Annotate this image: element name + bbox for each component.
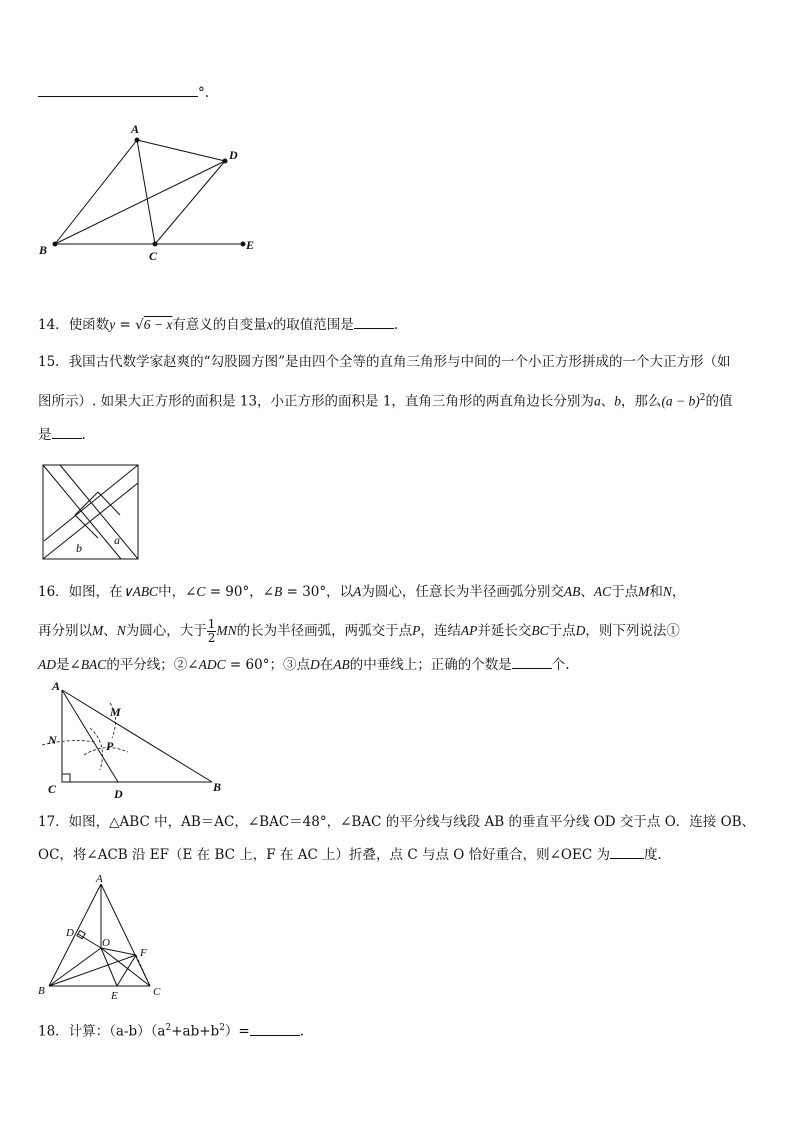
label-M: M xyxy=(110,705,121,719)
q14-num: 14． xyxy=(38,317,69,333)
label-B: B xyxy=(39,243,48,257)
q16-AB: AB xyxy=(333,657,350,672)
q14-var: x xyxy=(266,317,273,332)
q16-tri: ∨ABC xyxy=(122,584,159,599)
q16-A: A xyxy=(353,584,362,599)
q16-text: 16．如图，在 xyxy=(38,584,123,600)
q16-BC: BC xyxy=(531,623,549,638)
var-b: b xyxy=(614,393,621,409)
q16-text: 为圆心，任意长为半径画弧分别交 xyxy=(361,584,564,600)
q16-N: N xyxy=(116,623,126,638)
q16-text: 中，∠ xyxy=(158,584,197,600)
q16-ADC: ADC xyxy=(198,657,226,672)
q16-text: 再分别以 xyxy=(38,623,92,639)
q16-text: 是∠ xyxy=(56,657,81,673)
label-N: N xyxy=(48,733,57,747)
label-E: E xyxy=(111,990,118,1002)
q16-C: C xyxy=(196,584,206,599)
label-F: F xyxy=(140,947,147,959)
q14-radicand: 6 − x xyxy=(143,317,173,332)
q16-M: M xyxy=(92,623,104,638)
q18-sup: 2 xyxy=(165,1023,172,1033)
q16-AP: AP xyxy=(460,623,478,638)
q18-text: ）= xyxy=(224,1023,250,1040)
q16-text: ， xyxy=(671,584,686,600)
q16-AC: AC xyxy=(593,584,612,599)
label-A: A xyxy=(52,679,61,693)
q16-MN: MN xyxy=(216,623,237,638)
q16-text: ，则下列说法① xyxy=(585,623,680,639)
label-A: A xyxy=(131,122,140,136)
q16-text: 于点 xyxy=(611,584,639,600)
label-E: E xyxy=(246,238,255,252)
radical-sign: √ xyxy=(135,317,144,333)
q16-text: 个. xyxy=(551,657,570,673)
q16-text: 并延长交 xyxy=(477,623,532,639)
q16-text: 的中垂线上；正确的个数是 xyxy=(349,657,512,673)
label-b: b xyxy=(76,541,82,555)
q16-text: 的长为半径画弧，两弧交于点 xyxy=(236,623,413,639)
q15-exp: 2 xyxy=(699,393,706,403)
q14-mid: 有意义的自变量 xyxy=(172,317,267,333)
q16-P: P xyxy=(412,623,421,638)
label-D: D xyxy=(229,148,238,162)
q18-text: +ab+b xyxy=(171,1023,220,1040)
q16-text: = 60°；③点 xyxy=(225,657,310,673)
q16-B: B xyxy=(274,584,283,599)
q14-eq: = xyxy=(115,317,136,333)
q15-text: ，那么 xyxy=(620,393,662,410)
q16-text: 和 xyxy=(649,584,663,600)
q14-y: y xyxy=(109,317,116,332)
label-B: B xyxy=(213,780,222,794)
q16-M: M xyxy=(638,584,650,599)
q18-text: 18．计算：（a-b）（a xyxy=(38,1023,166,1040)
q18-end: . xyxy=(299,1023,305,1040)
label-C: C xyxy=(149,249,158,263)
q16-D: D xyxy=(309,657,320,672)
answer-blank xyxy=(250,1021,300,1036)
q18-sup: 2 xyxy=(219,1023,225,1033)
q16-text: 、 xyxy=(103,623,117,639)
q15-text: 是 xyxy=(38,427,52,443)
q14-pre: 使函数 xyxy=(68,317,110,333)
question-18 xyxy=(38,1018,304,1042)
question-17-line1: 17．如图，△ABC 中，AB＝AC，∠BAC＝48°，∠BAC 的平分线与线段 AB 的垂直平分线 OD 交于点 O．连接 OB、 xyxy=(38,814,756,830)
label-B: B xyxy=(38,985,45,997)
q16-text: 、 xyxy=(580,584,594,600)
q16-text: ，连结 xyxy=(420,623,461,639)
q17-text: 度. xyxy=(643,847,662,863)
label-P: P xyxy=(106,739,114,753)
q16-D: D xyxy=(575,623,586,638)
q14-end: . xyxy=(393,317,399,333)
var-a: a xyxy=(593,393,601,409)
label-O: O xyxy=(102,937,110,949)
q16-text: = 90°，∠ xyxy=(205,584,275,600)
q16-AD: AD xyxy=(38,657,56,672)
q16-AB: AB xyxy=(563,584,581,599)
question-15-line1: 15．我国古代数学家赵爽的“勾股圆方图”是由四个全等的直角三角形与中间的一个小正方形拼成的一个大正方形（如 xyxy=(38,354,731,370)
q17-text: OC，将∠ACB 沿 EF（E 在 BC 上，F 在 AC 上）折叠，点 C 与点 O 恰好重合，则∠OEC 为 xyxy=(38,847,610,863)
label-A: A xyxy=(96,873,103,885)
label-D: D xyxy=(66,927,74,939)
q16-BAC: BAC xyxy=(80,657,107,672)
q15-text: 图所示）. 如果大正方形的面积是 13，小正方形的面积是 1，直角三角形的两直角边长分别为 xyxy=(38,393,594,410)
q15-sep: 、 xyxy=(600,393,615,410)
frac-num: 1 xyxy=(207,617,216,631)
q16-text: 为圆心，大于 xyxy=(125,623,207,639)
q16-text: 于点 xyxy=(548,623,576,639)
q14-post: 的取值范围是 xyxy=(272,317,354,333)
q16-N: N xyxy=(662,584,672,599)
q16-text: = 30°，以 xyxy=(282,584,354,600)
q13-tail: °. xyxy=(198,85,210,101)
q15-text: 的值 xyxy=(705,393,733,410)
q16-text: 在 xyxy=(319,657,334,673)
q15-expr: (a − b) xyxy=(661,393,700,409)
q16-text: 的平分线；②∠ xyxy=(106,657,199,673)
label-a: a xyxy=(114,533,120,547)
q15-end: . xyxy=(81,427,86,443)
frac-den: 2 xyxy=(207,631,216,645)
label-C: C xyxy=(48,782,57,796)
label-C: C xyxy=(153,986,161,998)
label-D: D xyxy=(114,787,123,801)
